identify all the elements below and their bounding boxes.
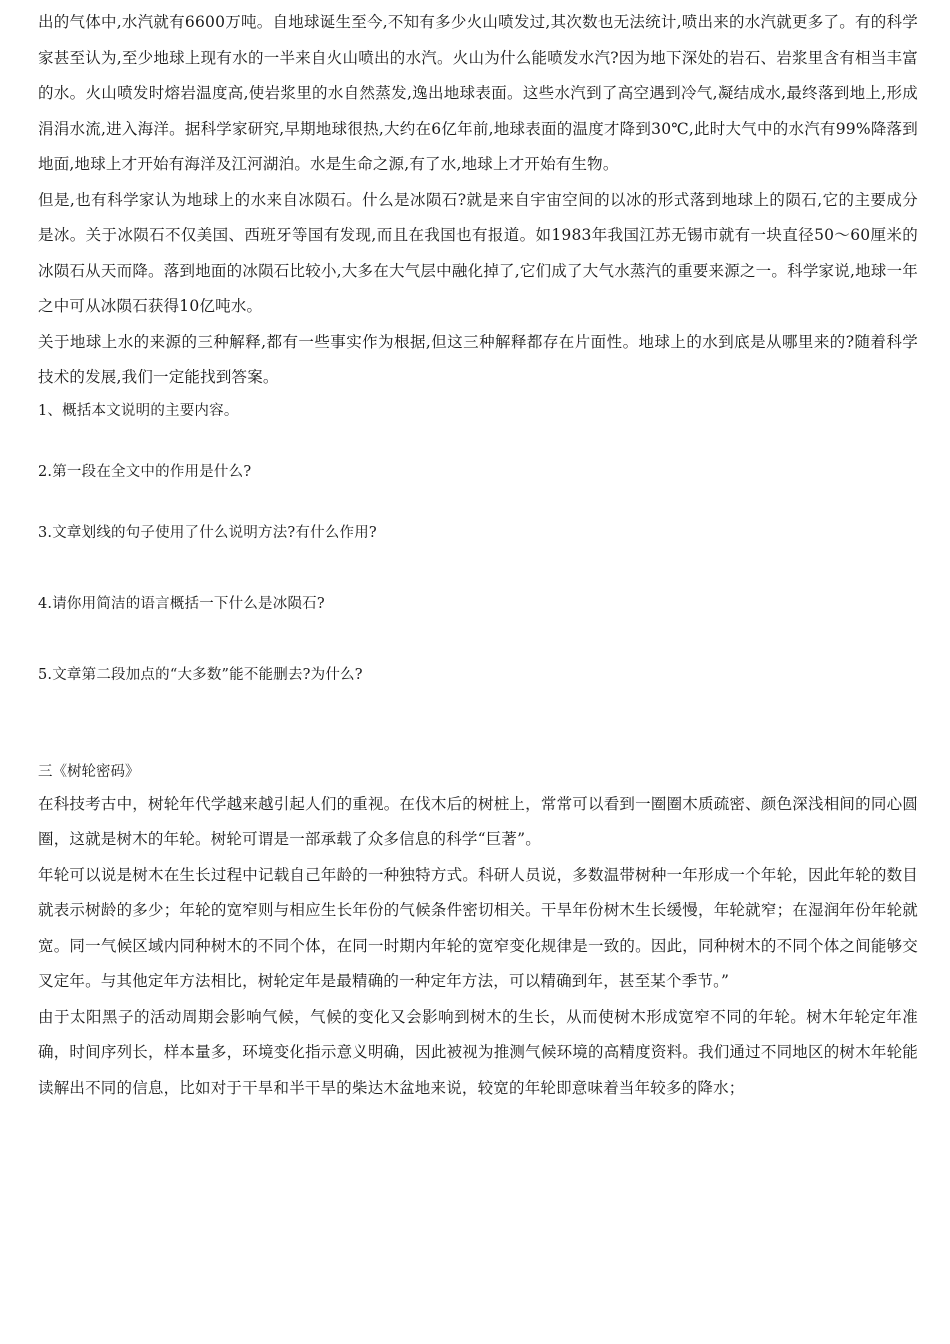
question-2: 2.第一段在全文中的作用是什么? (38, 463, 252, 480)
section-title: 三《树轮密码》 (38, 763, 140, 780)
question-4: 4.请你用简洁的语言概括一下什么是冰陨石? (38, 595, 325, 612)
section3-paragraph-2: 年轮可以说是树木在生长过程中记载自己年龄的一种独特方式。科研人员说，多数温带树种一年形成一个年轮，因此年轮的数目就表示树龄的多少；年轮的宽窄则与相应生长年份的气候条件密切相关。干旱年份树木生长缓慢，年轮就窄；在湿润年份年轮就宽。同一气候区域内同种树木的不同个体，在同一时期内年轮的宽窄变化规律是一致的。因此，同种树木的不同个体之间能够交叉定年。与其他定年方法相比，树轮定年是最精确的一种定年方法，可以精确到年，甚至某个季节。” (38, 865, 918, 990)
question-5: 5.文章第二段加点的“大多数”能不能删去?为什么? (38, 666, 363, 683)
document-page (38, 0, 918, 1106)
question-1: 1、概括本文说明的主要内容。 (38, 402, 239, 419)
section3-paragraph-3: 由于太阳黑子的活动周期会影响气候，气候的变化又会影响到树木的生长，从而使树木形成宽窄不同的年轮。树木年轮定年准确，时间序列长，样本量多，环境变化指示意义明确，因此被视为推测气候环境的高精度资料。我们通过不同地区的树木年轮能读解出不同的信息，比如对于干旱和半干旱的柴达木盆地来说，较宽的年轮即意味着当年较多的降水； (38, 1007, 918, 1097)
passage-paragraph-ice-meteorite: 但是,也有科学家认为地球上的水来自冰陨石。什么是冰陨石?就是来自宇宙空间的以冰的形式落到地球上的陨石,它的主要成分是冰。关于冰陨石不仅美国、西班牙等国有发现,而且在我国也有报道。如1983年我国江苏无锡市就有一块直径50～60厘米的冰陨石从天而降。落到地面的冰陨石比较小,大多在大气层中融化掉了,它们成了大气水蒸汽的重要来源之一。科学家说,地球一年之中可从冰陨石获得10亿吨水。 (38, 190, 918, 315)
passage-paragraph-conclusion: 关于地球上水的来源的三种解释,都有一些事实作为根据,但这三种解释都存在片面性。地球上的水到底是从哪里来的?随着科学技术的发展,我们一定能找到答案。 (38, 332, 918, 386)
question-3: 3.文章划线的句子使用了什么说明方法?有什么作用? (38, 524, 377, 541)
section3-paragraph-1: 在科技考古中，树轮年代学越来越引起人们的重视。在伐木后的树桩上，常常可以看到一圈圈木质疏密、颜色深浅相间的同心圆圈，这就是树木的年轮。树轮可谓是一部承载了众多信息的科学“巨著”。 (38, 794, 918, 848)
passage-paragraph-volcano: 出的气体中,水汽就有6600万吨。自地球诞生至今,不知有多少火山喷发过,其次数也无法统计,喷出来的水汽就更多了。有的科学家甚至认为,至少地球上现有水的一半来自火山喷出的水汽。火山为什么能喷发水汽?因为地下深处的岩石、岩浆里含有相当丰富的水。火山喷发时熔岩温度高,使岩浆里的水自然蒸发,逸出地球表面。这些水汽到了高空遇到冷气,凝结成水,最终落到地上,形成涓涓水流,进入海洋。据科学家研究,早期地球很热,大约在6亿年前,地球表面的温度才降到30℃,此时大气中的水汽有99%降落到地面,地球上才开始有海洋及江河湖泊。水是生命之源,有了水,地球上才开始有生物。 (38, 13, 918, 173)
